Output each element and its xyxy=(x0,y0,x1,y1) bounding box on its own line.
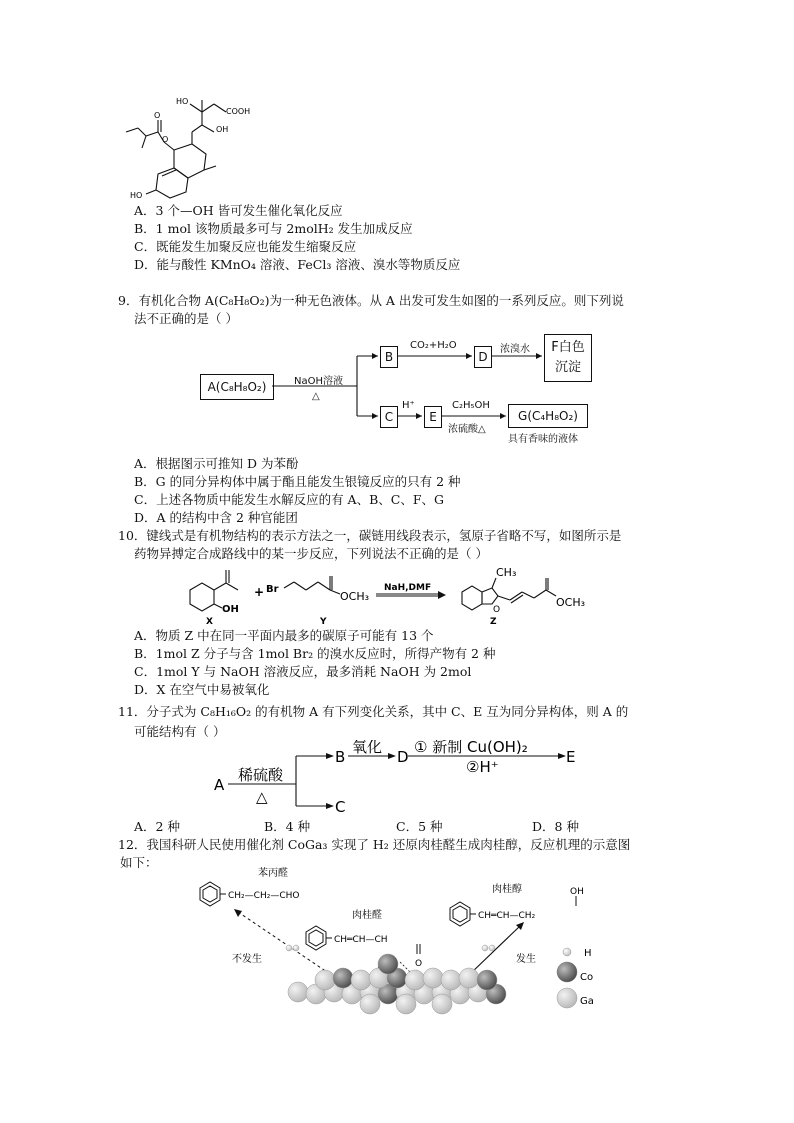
q11-option-c: C．5 种 xyxy=(396,819,443,834)
q8-ho-bottom-label: HO xyxy=(130,191,143,200)
q9-box-e: E xyxy=(424,406,442,428)
q11-scheme xyxy=(210,740,590,816)
q11-option-d: D．8 种 xyxy=(532,819,579,834)
q10-stem-line2: 药物异搏定合成路线中的某一步反应，下列说法不正确的是（ ） xyxy=(134,546,488,561)
q9-box-f: F白色 沉淀 xyxy=(544,334,592,382)
q11-a: A xyxy=(214,776,225,794)
q10-option-c: C．1mol Y 与 NaOH 溶液反应，最多消耗 NaOH 为 2mol xyxy=(134,664,472,679)
q9-option-d: D．A 的结构中含 2 种官能团 xyxy=(134,510,298,525)
q9-box-a: A(C₈H₈O₂) xyxy=(200,374,274,400)
q8-option-d: D．能与酸性 KMnO₄ 溶液、FeCl₃ 溶液、溴水等物质反应 xyxy=(134,257,461,272)
q8-structure xyxy=(118,92,268,202)
q8-option-c: C．既能发生加聚反应也能发生缩聚反应 xyxy=(134,239,357,254)
q10-option-a: A．物质 Z 中在同一平面内最多的碳原子可能有 13 个 xyxy=(134,628,434,643)
q12-cinnamyl-alcohol-label: 肉桂醇 xyxy=(492,884,522,895)
q10-z-ch3: CH₃ xyxy=(496,566,517,579)
q8-option-b: B．1 mol 该物质最多可与 2molH₂ 发生加成反应 xyxy=(134,221,413,236)
q11-step1: ① 新制 Cu(OH)₂ xyxy=(414,740,528,756)
q8-o-carbonyl-label: O xyxy=(154,111,161,120)
q12-alcohol-chain: CH═CH—CH₂ xyxy=(478,911,536,921)
q10-reaction xyxy=(180,562,620,626)
q11-c: C xyxy=(335,798,346,816)
q9-br-water-label: 浓溴水 xyxy=(500,344,530,355)
q10-z-o: O xyxy=(493,605,501,615)
q12-stem-line1: 12．我国科研人民使用催化剂 CoGa₃ 实现了 H₂ 还原肉桂醛生成肉桂醇，反应机理的示意图 xyxy=(118,837,631,852)
q10-plus: + xyxy=(254,585,265,599)
q11-option-a: A．2 种 xyxy=(134,819,180,834)
q8-option-a: A．3 个—OH 皆可发生催化氧化反应 xyxy=(134,203,343,218)
q12-legend-h: H xyxy=(584,948,592,959)
q12-benzpropanal-chain: CH₂—CH₂—CHO xyxy=(228,891,300,901)
q12-occur-label: 发生 xyxy=(516,954,536,965)
q9-option-c: C．上述各物质中能发生水解反应的有 A、B、C、F、G xyxy=(134,492,444,507)
q8-oh-mid-label: OH xyxy=(216,125,229,134)
q11-acid: 稀硫酸 xyxy=(238,766,284,784)
q10-label-z: Z xyxy=(490,617,497,626)
q12-legend-co-swatch xyxy=(557,962,577,982)
q12-cinn-chain: CH═CH—CH xyxy=(334,935,388,945)
q9-box-b: B xyxy=(380,346,398,368)
q12-cinnamaldehyde-label: 肉桂醛 xyxy=(352,910,382,921)
q9-delta-label: △ xyxy=(312,391,320,402)
q11-ox: 氧化 xyxy=(352,740,383,756)
q9-g-note: 具有香味的液体 xyxy=(508,434,578,445)
q9-box-d: D xyxy=(474,346,492,368)
q9-naoh-label: NaOH溶液 xyxy=(294,376,343,387)
q12-legend-co: Co xyxy=(580,972,594,983)
q12-not-occur-label: 不发生 xyxy=(232,954,262,965)
q12-legend-ga-swatch xyxy=(557,988,577,1008)
q9-box-c: C xyxy=(380,406,398,428)
q12-cinn-o: O xyxy=(415,959,423,969)
q11-e: E xyxy=(566,748,576,766)
q12-stem-line2: 如下： xyxy=(120,855,158,870)
q8-cooh-label: COOH xyxy=(226,107,251,116)
q12-alcohol-oh: OH xyxy=(570,887,584,897)
q9-option-a: A．根据图示可推知 D 为苯酚 xyxy=(134,456,299,471)
q10-option-d: D．X 在空气中易被氧化 xyxy=(134,682,270,697)
q9-stem-line2: 法不正确的是（ ） xyxy=(134,311,238,326)
q11-d: D xyxy=(397,748,409,766)
q9-conc-label: 浓硫酸△ xyxy=(448,424,486,435)
q10-z-och3: OCH₃ xyxy=(556,596,586,609)
q12-legend-ga: Ga xyxy=(580,996,594,1007)
q9-co2-label: CO₂+H₂O xyxy=(410,340,457,351)
q12-benzpropanal-label: 苯丙醛 xyxy=(258,868,288,879)
q11-b: B xyxy=(335,748,346,766)
q10-stem-line1: 10．键线式是有机物结构的表示方法之一，碳链用线段表示，氢原子省略不写，如图所示是 xyxy=(118,528,622,543)
q9-stem-line1: 9．有机化合物 A(C₈H₈O₂)为一种无色液体。从 A 出发可发生如图的一系列反应。则下列说 xyxy=(118,293,624,308)
q11-option-b: B．4 种 xyxy=(264,819,311,834)
q12-figure xyxy=(180,866,620,1016)
q11-delta: △ xyxy=(256,788,268,806)
q12-legend-h-swatch xyxy=(563,948,571,956)
q10-conditions: NaH,DMF xyxy=(384,583,432,593)
q10-label-y: Y xyxy=(320,617,327,626)
q10-x-oh: OH xyxy=(222,604,239,615)
q10-label-x: X xyxy=(206,617,213,626)
q9-etoh-label: C₂H₅OH xyxy=(452,400,490,411)
q11-step2: ②H⁺ xyxy=(466,758,499,776)
q9-hplus-label: H⁺ xyxy=(402,400,415,411)
q11-stem-line1: 11．分子式为 C₈H₁₆O₂ 的有机物 A 有下列变化关系，其中 C、E 互为同分异构体，则 A 的 xyxy=(118,704,629,719)
q9-box-g: G(C₄H₈O₂) xyxy=(508,404,588,428)
q10-option-b: B．1mol Z 分子与含 1mol Br₂ 的溴水反应时，所得产物有 2 种 xyxy=(134,646,496,661)
q9-option-b: B．G 的同分异构体中属于酯且能发生银镜反应的只有 2 种 xyxy=(134,474,461,489)
q8-ho-top-label: HO xyxy=(176,97,189,106)
q10-br: Br xyxy=(266,584,279,595)
q11-stem-line2: 可能结构有（ ） xyxy=(134,724,226,739)
q8-o-ester-label: O xyxy=(162,135,169,144)
q10-y-och3: OCH₃ xyxy=(340,590,370,603)
